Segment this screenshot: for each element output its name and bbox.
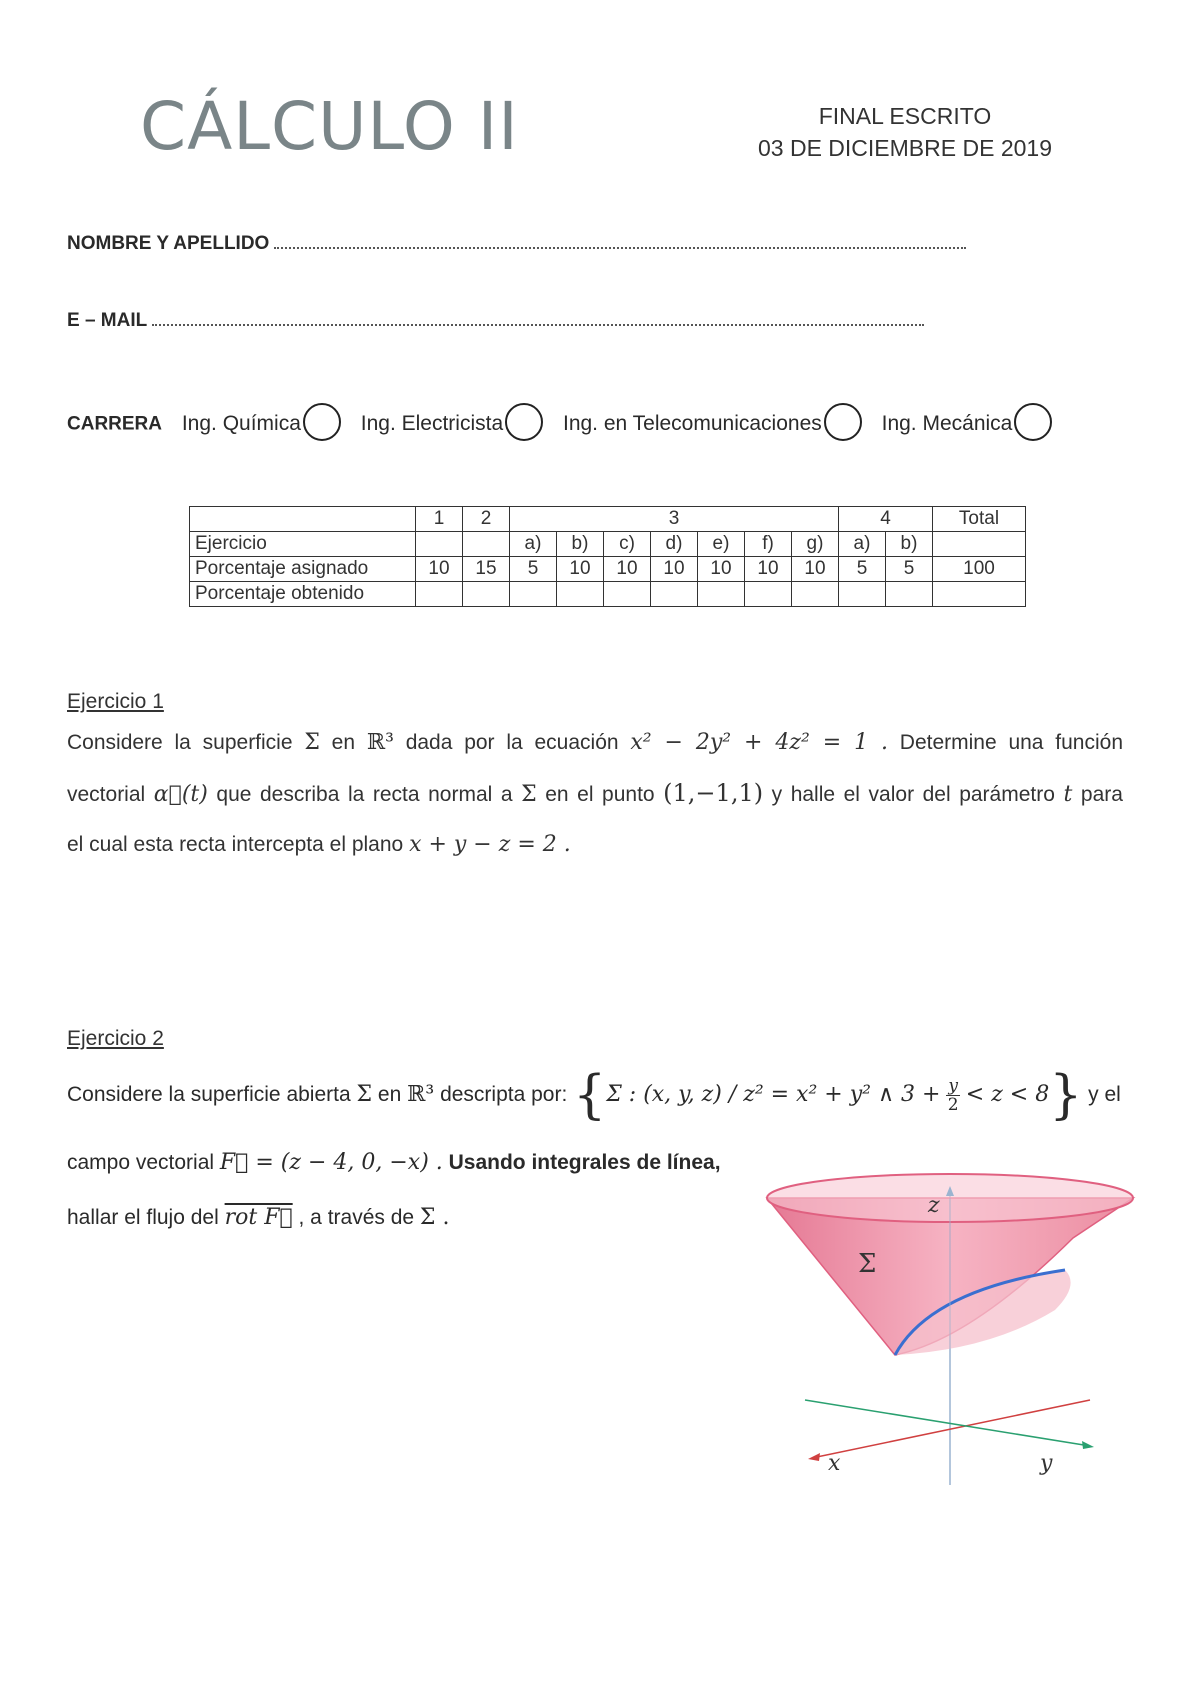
career-row [67,405,1052,443]
fraction: $\frac{y}{2}$ [947,1075,959,1115]
name-input-line[interactable] [274,233,966,249]
y-label: y [1040,1451,1053,1476]
table-cell: 5 [886,557,933,582]
table-cell[interactable] [886,582,933,607]
exercise-1-body [67,718,1123,870]
table-cell: 5 [839,557,886,582]
table-row [190,557,1026,582]
email-field-row [67,310,987,332]
table-cell: 10 [416,557,463,582]
table-row-label: Porcentaje asignado [190,557,416,582]
table-row [190,582,1026,607]
table-cell: 10 [651,557,698,582]
table-cell: f) [745,532,792,557]
email-label: E – MAIL [67,310,148,331]
y-axis-arrow [1082,1441,1094,1449]
exercise-1-word: x² − 2y² + 4z² = 1 . [630,730,889,755]
table-cell [933,532,1026,557]
table-cell[interactable] [839,582,886,607]
table-cell: 15 [463,557,510,582]
table-cell [190,507,416,532]
career-label: CARRERA [67,413,162,435]
exercise-1-word: en [331,731,356,754]
page-title: CÁLCULO II [140,88,519,165]
career-option-electricista: Ing. Electricista [361,412,543,435]
close-brace: } [1049,1065,1083,1126]
table-row [190,532,1026,557]
table-cell: 5 [510,557,557,582]
career-option-quimica: Ing. Química [182,412,341,435]
table-cell: e) [698,532,745,557]
table-cell: d) [651,532,698,557]
table-row-label: Ejercicio [190,532,416,557]
table-cell: 10 [745,557,792,582]
exercise-1-word: por [464,731,495,754]
z-label: z [928,1193,940,1218]
table-cell[interactable] [463,582,510,607]
y-axis [805,1400,1090,1446]
table-cell: 10 [792,557,839,582]
table-cell[interactable] [933,582,1026,607]
table-cell: 10 [604,557,651,582]
exercise-1-word: ℝ³ [366,730,394,755]
x-axis [812,1400,1090,1458]
exercise-2-line-3: hallar el flujo del rot F⃗ , a través de Σ . [67,1205,450,1230]
open-brace: { [573,1065,607,1126]
exercise-1-word: Considere [67,731,163,754]
exam-date: 03 DE DICIEMBRE DE 2019 [757,135,1052,161]
exercise-1-line-3: el cual esta recta intercepta el plano x + y − z = 2 . [67,832,571,857]
name-field-row [67,233,987,255]
x-axis-arrow [808,1453,820,1461]
table-cell: b) [557,532,604,557]
table-cell: a) [510,532,557,557]
exercise-2-title: Ejercicio 2 [67,1027,164,1050]
career-quimica-circle[interactable] [303,403,341,441]
table-cell[interactable] [651,582,698,607]
career-option-telecom: Ing. en Telecomunicaciones [563,412,862,435]
table-row-label: Porcentaje obtenido [190,582,416,607]
exercise-1-word: una [1008,731,1044,754]
table-header-row [190,507,1026,532]
exercise-1-word: Determine [899,731,997,754]
exercise-1-word: función [1055,731,1123,754]
table-cell: 4 [839,507,933,532]
sigma-label: Σ [858,1249,877,1279]
x-label: x [828,1451,841,1476]
table-cell[interactable] [745,582,792,607]
table-cell [416,532,463,557]
exam-type: FINAL ESCRITO [818,103,992,129]
exercise-1-word: la [174,731,191,754]
grades-table [189,506,1026,607]
career-mecanica-circle[interactable] [1014,403,1052,441]
exercise-2-line-1: Considere la superficie abierta Σ en ℝ³ descripta por: {Σ : (x, y, z) / z² = x² + y² ∧ 3 + $\frac{y}{2}$ < z < 8} y el [67,1065,1121,1126]
table-cell[interactable] [698,582,745,607]
exercise-1-title: Ejercicio 1 [67,690,164,713]
table-cell[interactable] [792,582,839,607]
career-option-mecanica: Ing. Mecánica [882,412,1053,435]
career-electricista-circle[interactable] [505,403,543,441]
table-cell: b) [886,532,933,557]
table-cell[interactable] [557,582,604,607]
exercise-1-word: superficie [202,731,293,754]
table-cell[interactable] [510,582,557,607]
table-cell: a) [839,532,886,557]
table-cell: 3 [510,507,839,532]
exercise-1-line-1 [67,718,1123,768]
career-telecom-circle[interactable] [824,403,862,441]
exercise-1-word: ecuación [534,731,619,754]
table-cell: 10 [698,557,745,582]
name-label: NOMBRE Y APELLIDO [67,233,270,254]
table-cell[interactable] [416,582,463,607]
table-cell: 1 [416,507,463,532]
cone-figure [750,1150,1150,1500]
table-cell: c) [604,532,651,557]
exercise-1-word: la [506,731,523,754]
table-cell[interactable] [604,582,651,607]
table-cell: 10 [557,557,604,582]
exercise-1-word: dada [405,731,453,754]
table-cell: Total [933,507,1026,532]
table-cell: g) [792,532,839,557]
table-cell [463,532,510,557]
email-input-line[interactable] [152,310,924,326]
exercise-1-line-2: vectorial α⃗(t) que describa la recta normal a Σ en el punto (1,−1,1) y halle el valor del parámetro t para [67,779,1123,807]
exercise-1-word: Σ [304,730,320,755]
table-cell: 100 [933,557,1026,582]
exercise-2-line-2: campo vectorial F⃗ = (z − 4, 0, −x) . Usando integrales de línea, [67,1150,721,1175]
table-cell: 2 [463,507,510,532]
